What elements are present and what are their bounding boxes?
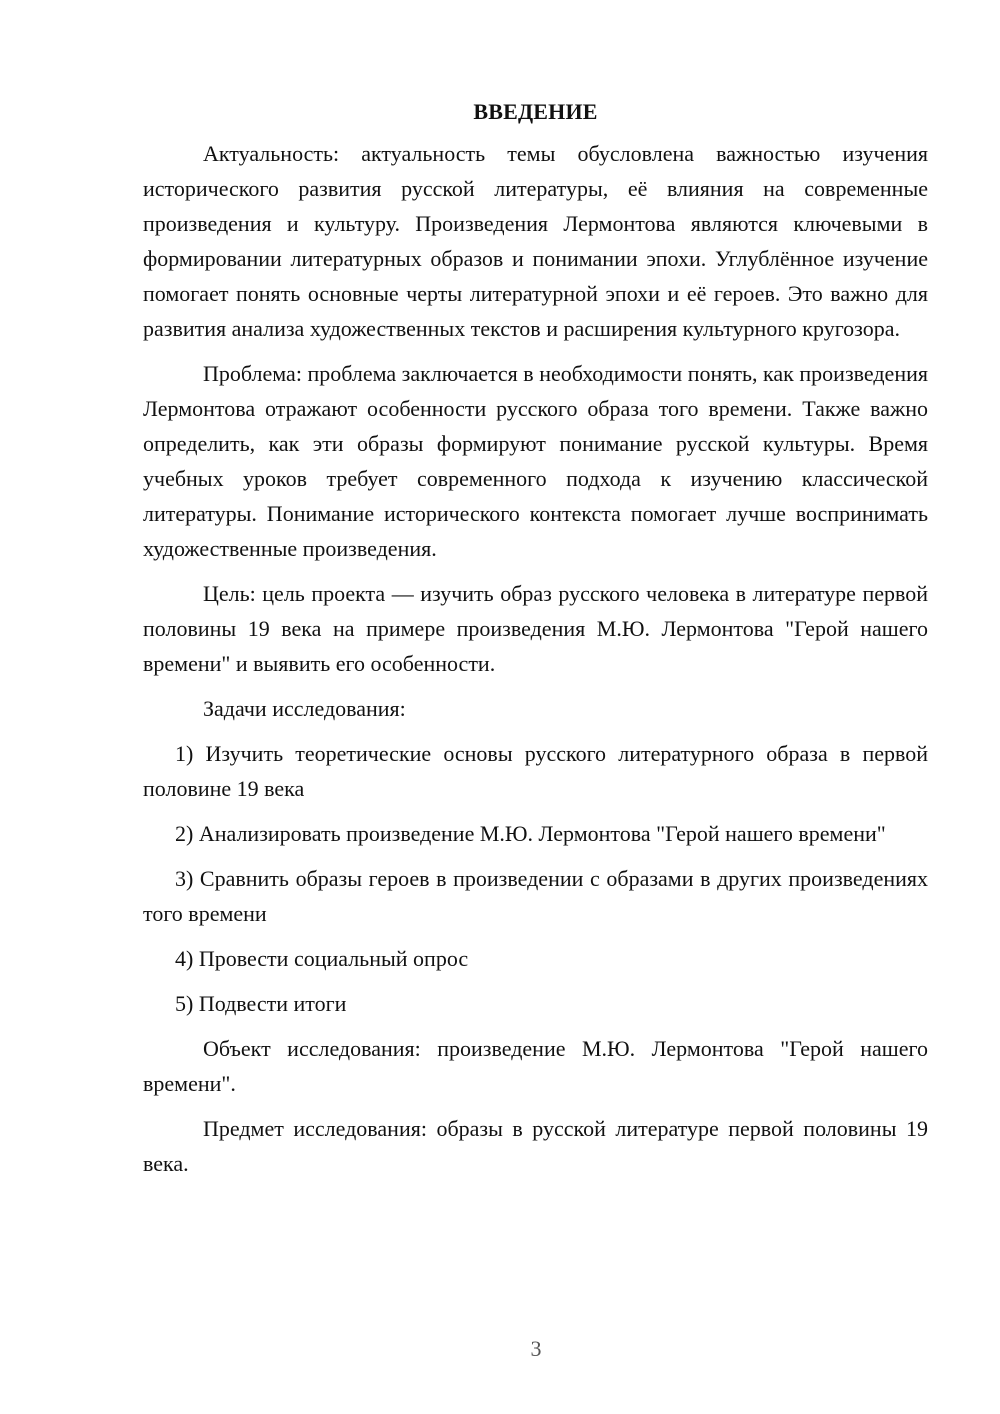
relevance-paragraph: Актуальность: актуальность темы обусловлена важностью изучения исторического развития русской литературы, её влияния на современные произведения и культуру. Произведения Лермонтова являются ключевыми в формировании литературных образов и понимании эпохи. Углублённое изучение помогает понять основные черты литературной эпохи и её героев. Это важно для развития анализа художественных текстов и расширения культурного кругозора. bbox=[143, 141, 928, 341]
task-item-4: 4) Провести социальный опрос bbox=[175, 946, 469, 971]
tasks-heading: Задачи исследования: bbox=[203, 696, 406, 721]
task-item-2: 2) Анализировать произведение М.Ю. Лермонтова "Герой нашего времени" bbox=[175, 821, 886, 846]
subject-paragraph: Предмет исследования: образы в русской литературе первой половины 19 века. bbox=[143, 1116, 928, 1176]
problem-paragraph: Проблема: проблема заключается в необходимости понять, как произведения Лермонтова отражают особенности русского образа того времени. Также важно определить, как эти образы формируют понимание русской культуры. Время учебных уроков требует современного подхода к изучению классической литературы. Понимание исторического контекста помогает лучше воспринимать художественные произведения. bbox=[143, 361, 928, 561]
task-item-1: 1) Изучить теоретические основы русского литературного образа в первой половине 19 века bbox=[143, 741, 928, 801]
page-content bbox=[143, 94, 928, 1191]
task-item-5: 5) Подвести итоги bbox=[175, 991, 347, 1016]
object-paragraph: Объект исследования: произведение М.Ю. Лермонтова "Герой нашего времени". bbox=[143, 1036, 928, 1096]
goal-paragraph: Цель: цель проекта — изучить образ русского человека в литературе первой половины 19 века на примере произведения М.Ю. Лермонтова "Герой нашего времени" и выявить его особенности. bbox=[143, 581, 928, 676]
task-item-3: 3) Сравнить образы героев в произведении с образами в других произведениях того времени bbox=[143, 866, 928, 926]
section-title: ВВЕДЕНИЕ bbox=[473, 99, 598, 124]
page-number: 3 bbox=[530, 1336, 542, 1361]
